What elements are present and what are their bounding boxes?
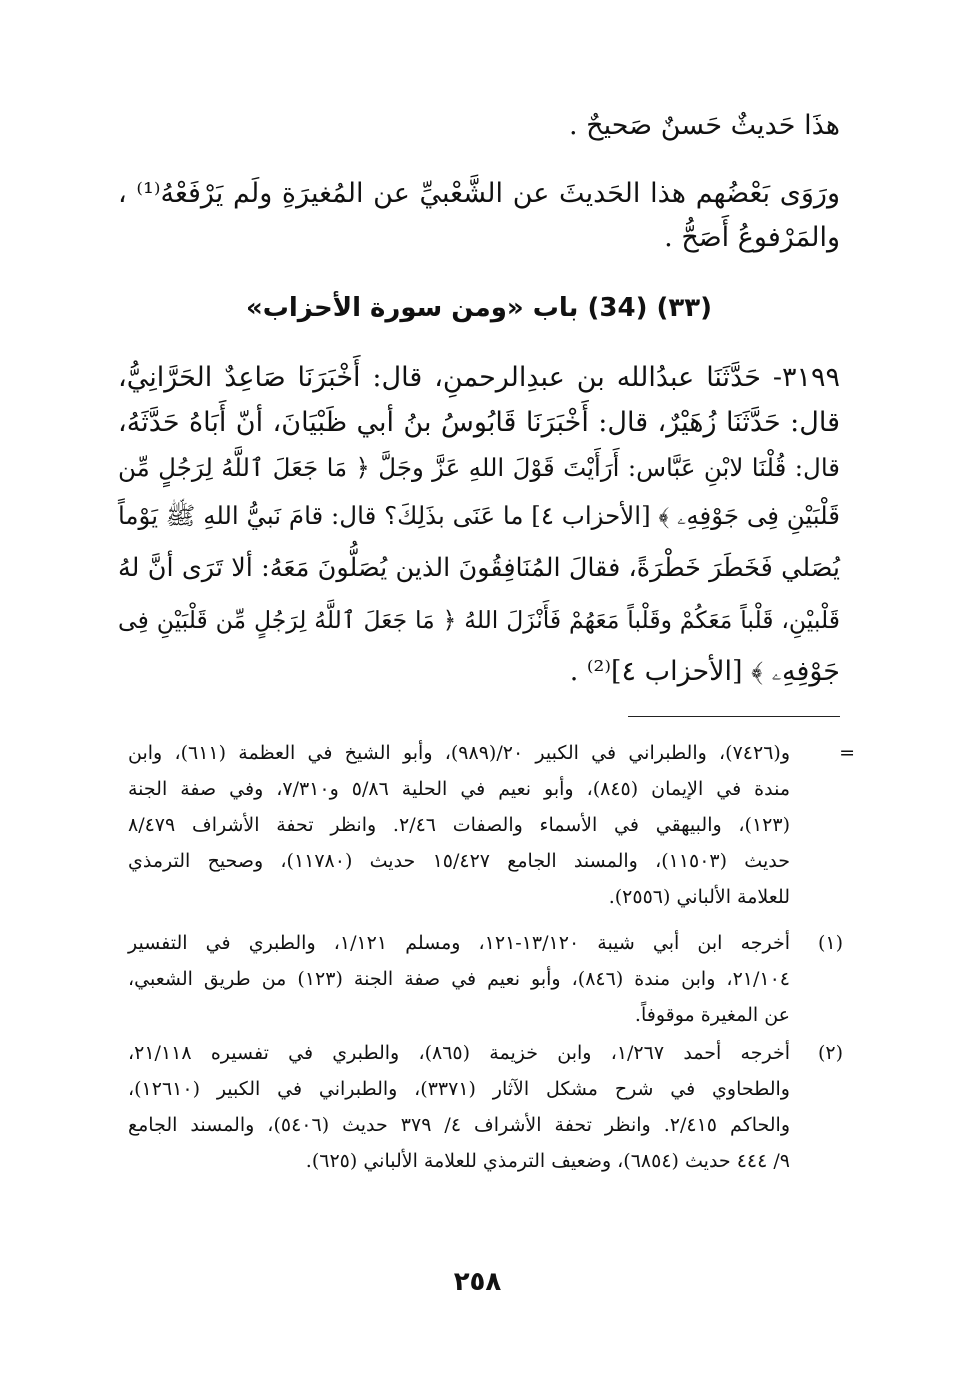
main-text-line: والمَرْفوعُ أَصَحُّ . [664,222,840,253]
footnote-continuation-marker: = [839,742,855,764]
footnote-line: أخرجه ابن أبي شيبة ١٣/١٢٠-١٢١، ومسلم ١/١٢١، والطبري في التفسير [128,932,791,954]
hadith-line: يُصَلي فَخَطَرَ خَطْرَةً، فقالَ المُنَافِقُونَ الذين يُصَلُّونَ مَعَهُ: ألا تَرَى أنَّ لهُ [118,553,840,583]
main-text-line: ورَوَى بَعْضُهم هذا الحَديثَ عن الشَّعْبيِّ عن المُغيرَةِ ولَم يَرْفَعْهُ⁽¹⁾ ، [118,178,841,209]
footnote-2-marker: (٢) [817,1042,843,1064]
footnote-line: والطحاوي في شرح مشكل الآثار (٣٣٧١)، والطبراني في الكبير (١٢٦١٠)، [128,1078,790,1100]
footnote-line: (١٢٣)، والبيهقي في الأسماء والصفات ٢/٤٦. وانظر تحفة الأشراف ٨/٤٧٩ [128,814,790,836]
footnote-line: للعلامة الألباني (٢٥٥٦). [608,886,790,908]
page-number: ٢٥٨ [453,1267,502,1297]
hadith-line: جَوْفِهِۦ ﴾ [الأحزاب ٤]⁽²⁾ . [569,656,840,687]
hadith-line: قَلْبيْنِ، قَلْباً مَعَكُمْ وقَلْباً مَعَهُمْ فَأَنْزَلَ اللهُ ﴿ مَا جَعَلَ ٱللَّهُ لِرَجُلٍ مِّن قَلْبَيْنِ فِى [118,606,840,634]
footnote-line: و(٧٤٢٦)، والطبراني في الكبير ٢٠/(٩٨٩)، وأبو الشيخ في العظمة (٦١١)، وابن [128,742,790,764]
footnote-line: مندة في الإيمان (٨٤٥)، وأبو نعيم في الحلية ٥/٨٦ و٧/٣١٠، وفي صفة الجنة [128,778,791,800]
hadith-line: قَلْبَيْنِ فِى جَوْفِهِۦ ﴾ [الأحزاب ٤] ما عَنَى بذَلِكَ؟ قال: قامَ نَبيُّ اللهِ ﷺ يَوْماً [117,501,840,530]
hadith-line: ٣١٩٩- حَدَّثَنَا عبدُالله بن عبدِالرحمنِ، قال: أَخْبَرَنَا صَاعِدٌ الحَرَّانِيُّ، [118,362,840,393]
footnote-line: ٢١/١٠٤، وابن مندة (٨٤٦)، وأبو نعيم في صفة الجنة (١٢٣) من طريق الشعبي، [128,968,791,990]
footnote-line: أخرجه أحمد ١/٢٦٧، وابن خزيمة (٨٦٥)، والطبري في تفسيره ٢١/١١٨، [128,1042,790,1064]
footnote-line: عن المغيرة موقوفاً. [634,1004,790,1026]
chapter-heading: (٣٣) (34) باب «ومن سورة الأحزاب» [245,293,713,323]
hadith-line: قال: قُلْنَا لابْنِ عَبَّاس: أَرَأَيْتَ قَوْلَ اللهِ عَزَّ وجَلَّ ﴿ مَا جَعَلَ ٱللَّهُ لِرَجُلٍ مِّن [118,453,840,482]
footnote-line: حديث (١١٥٠٣)، والمسند الجامع ١٥/٤٢٧ حديث (١١٧٨٠)، وصحيح الترمذي [128,850,790,872]
footnote-1-marker: (١) [817,932,843,954]
footnote-line: ٩/ ٤٤٤ حديث (٦٨٥٤)، وضعيف الترمذي للعلامة الألباني (٦٢٥). [305,1150,790,1172]
hadith-line: قال: حَدَّثَنَا زُهَيْرٌ، قال: أَخْبَرَنَا قَابُوسُ بنُ أبي ظَبْيَانَ، أنّ أَبَاهُ حَدَّثَهُ، [118,407,840,438]
footnote-separator [628,716,840,717]
main-text-line: هذَا حَديثٌ حَسنٌ صَحيحٌ . [569,110,840,141]
footnote-line: والحاكم ٢/٤١٥. وانظر تحفة الأشراف ٤/ ٣٧٩ حديث (٥٤٠٦)، والمسند الجامع [128,1114,791,1136]
